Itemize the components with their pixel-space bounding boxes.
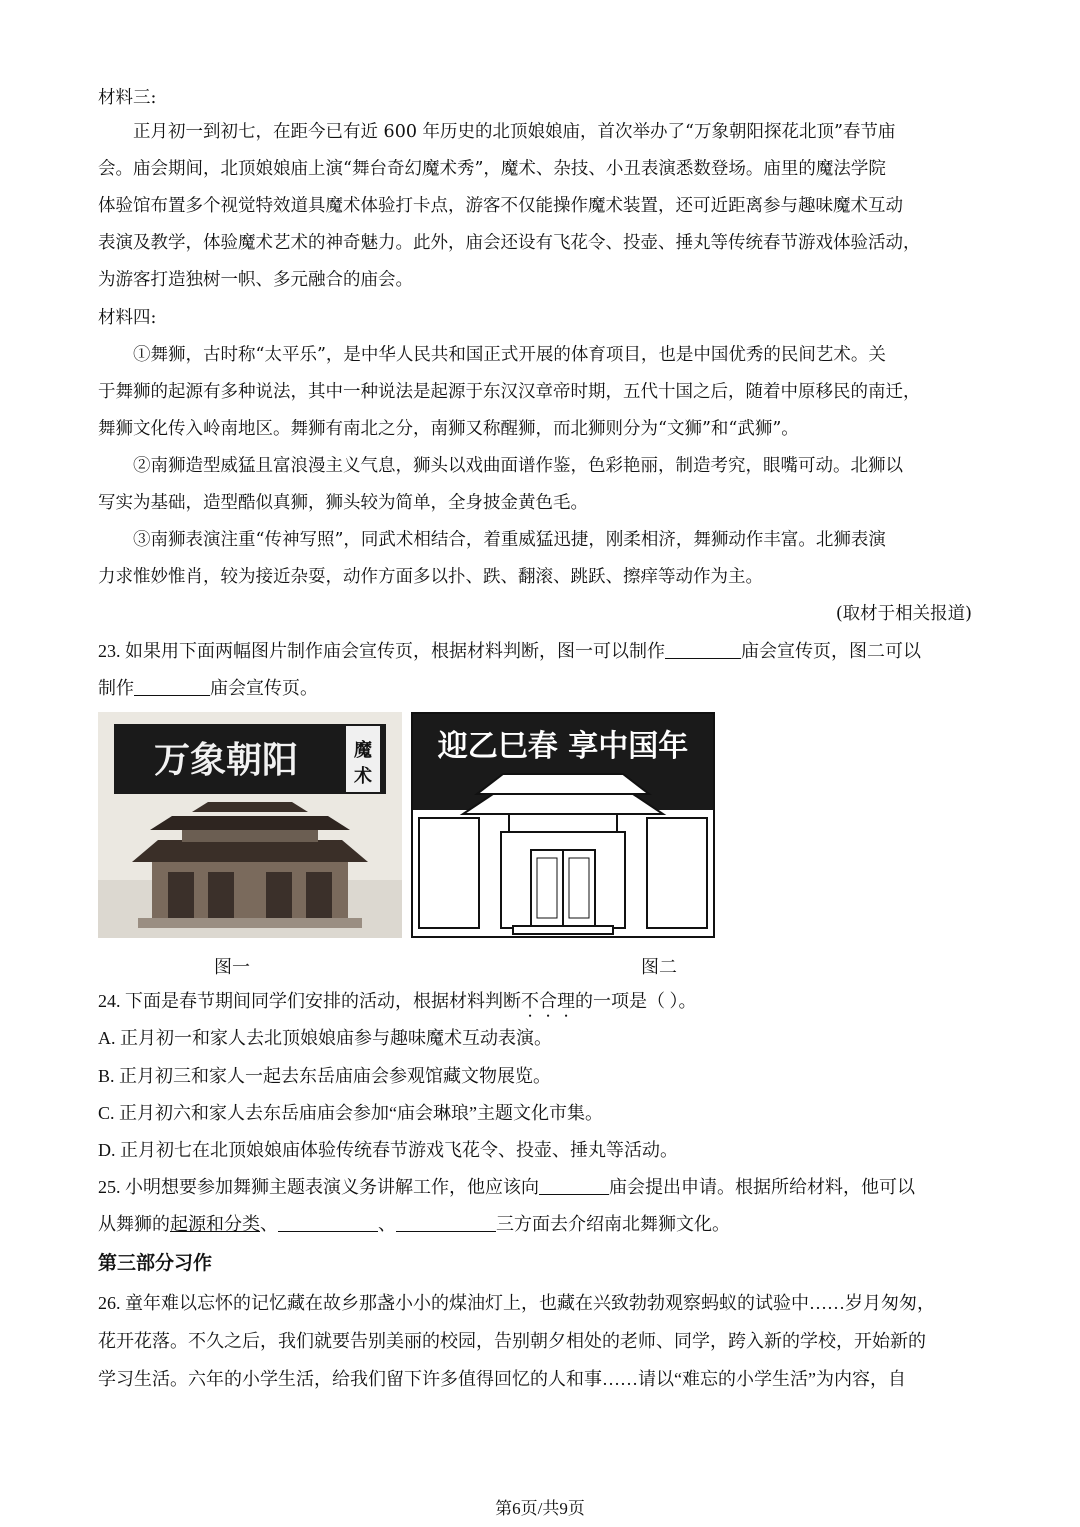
svg-text:魔: 魔 (354, 740, 372, 761)
material4-line-6: ③南狮表演注重“传神写照”，同武术相结合，着重威猛迅捷，刚柔相济，舞狮动作丰富。北狮表演 (133, 530, 886, 550)
q23-blank-2[interactable] (134, 677, 210, 696)
q26-line-1: 26. 童年难以忘怀的记忆藏在故乡那盏小小的煤油灯上，也藏在兴致勃勃观察蚂蚁的试验中……岁月匆匆， (98, 1293, 935, 1313)
q23-line-2: 制作 庙会宣传页。 (98, 678, 318, 698)
fig2-banner: 迎乙巳春 享中国年 (437, 729, 689, 764)
q24-option-d[interactable]: D. 正月初七在北顶娘娘庙体验传统春节游戏飞花令、投壶、捶丸等活动。 (98, 1140, 678, 1160)
q24-emphasis: 不合理 (521, 991, 575, 1011)
material3-line-4: 表演及教学，体验魔术艺术的神奇魅力。此外，庙会还设有飞花令、投壶、捶丸等传统春节游戏体验活动， (98, 233, 921, 253)
material3-heading: 材料三: (98, 88, 157, 108)
q24-stem: 24. 下面是春节期间同学们安排的活动，根据材料判断不合理的一项是（ ）。 (98, 991, 697, 1011)
material4-line-4: ②南狮造型威猛且富浪漫主义气息，狮头以戏曲面谱作鉴，色彩艳丽，制造考究，眼嘴可动。北狮以 (133, 456, 903, 476)
page-number: 第6页/共9页 (495, 1499, 585, 1518)
figure-1-image (98, 712, 402, 938)
q25-line-2: 从舞狮的起源和分类、 、 三方面去介绍南北舞狮文化。 (98, 1214, 730, 1234)
svg-text:术: 术 (354, 766, 372, 787)
material4-line-2: 于舞狮的起源有多种说法，其中一种说法是起源于东汉汉章帝时期，五代十国之后，随着中原移民的南迁， (98, 382, 921, 402)
section-3-heading: 第三部分习作 (98, 1252, 213, 1274)
q26-line-2: 花开花落。不久之后，我们就要告别美丽的校园，告别朝夕相处的老师、同学，跨入新的学校，开始新的 (98, 1331, 926, 1351)
temple-illustration-1 (98, 712, 402, 938)
fig1-banner: 万象朝阳 (153, 740, 299, 781)
q23-line-1: 23. 如果用下面两幅图片制作庙会宣传页，根据材料判断，图一可以制作 庙会宣传页，图二可以 (98, 641, 921, 661)
source-note: (取材于相关报道) (835, 604, 972, 624)
q25-blank-2[interactable] (278, 1213, 378, 1232)
material4-line-1: ①舞狮，古时称“太平乐”，是中华人民共和国正式开展的体育项目，也是中国优秀的民间艺术。关 (133, 345, 886, 365)
material4-line-7: 力求惟妙惟肖，较为接近杂耍，动作方面多以扑、跌、翻滚、跳跃、擦痒等动作为主。 (98, 567, 763, 587)
material4-line-5: 写实为基础，造型酷似真狮，狮头较为简单，全身披金黄色毛。 (98, 493, 588, 513)
q25-blank-1[interactable] (539, 1176, 609, 1195)
q25-line-1: 25. 小明想要参加舞狮主题表演义务讲解工作，他应该向 庙会提出申请。根据所给材料，他可以 (98, 1177, 915, 1197)
gate-illustration-2 (413, 714, 713, 936)
material3-line-2: 会。庙会期间，北顶娘娘庙上演“舞台奇幻魔术秀”，魔术、杂技、小丑表演悉数登场。庙里的魔法学院 (98, 159, 886, 179)
q24-option-b[interactable]: B. 正月初三和家人一起去东岳庙庙会参观馆藏文物展览。 (98, 1066, 552, 1086)
material3-line-3: 体验馆布置多个视觉特效道具魔术体验打卡点，游客不仅能操作魔术装置，还可近距离参与趣味魔术互动 (98, 196, 903, 216)
q25-blank-3[interactable] (396, 1213, 496, 1232)
material4-line-3: 舞狮文化传入岭南地区。舞狮有南北之分，南狮又称醒狮，而北狮则分为“文狮”和“武狮”。 (98, 419, 799, 439)
q23-blank-1[interactable] (665, 640, 741, 659)
q24-option-c[interactable]: C. 正月初六和家人去东岳庙庙会参加“庙会琳琅”主题文化市集。 (98, 1103, 603, 1123)
material3-line-1: 正月初一到初七，在距今已有近 600 年历史的北顶娘娘庙，首次举办了“万象朝阳探花北顶”春节庙 (133, 122, 896, 142)
material4-heading: 材料四: (98, 308, 157, 328)
q24-option-a[interactable]: A. 正月初一和家人去北顶娘娘庙参与趣味魔术互动表演。 (98, 1028, 552, 1048)
figure-1-caption: 图一 (214, 957, 250, 977)
figure-2-caption: 图二 (641, 957, 677, 977)
figure-2-image (411, 712, 715, 938)
q26-line-3: 学习生活。六年的小学生活，给我们留下许多值得回忆的人和事……请以“难忘的小学生活”为内容，自 (98, 1369, 906, 1389)
material3-line-5: 为游客打造独树一帜、多元融合的庙会。 (98, 270, 413, 290)
